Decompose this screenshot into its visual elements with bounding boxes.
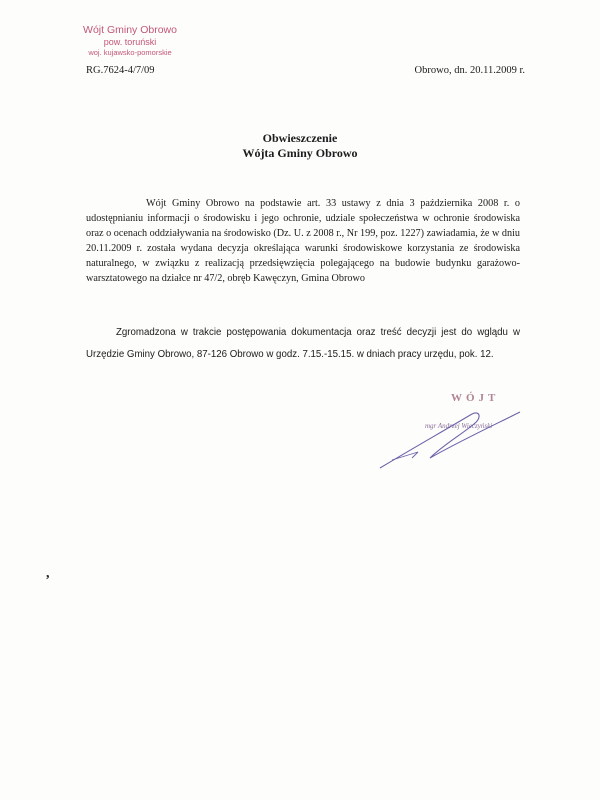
date-line: Obrowo, dn. 20.11.2009 r.: [414, 65, 525, 76]
inspection-paragraph: [86, 322, 520, 366]
handwritten-signature: [370, 398, 530, 478]
stray-ink-mark: ,: [46, 566, 50, 581]
document-title: [0, 131, 600, 161]
announcement-text: Wójt Gminy Obrowo na podstawie art. 33 ustawy z dnia 3 października 2008 r. o udostępnianiu informacji o środowisku i jego ochronie, udziale społeczeństwa w ochronie środowiska oraz o ocenach oddziaływania na środowisko (Dz. U. z 2008 r., Nr 199, poz. 1227) zawiadamia, że w dniu 20.11.2009 r. została wydana decyzja określająca warunki środowiskowe korzystania ze środowiska naturalnego, w związku z realizacją przedsięwzięcia polegającego na budowie budynku garażowo-warsztatowego na działce nr 47/2, obręb Kawęczyn, Gmina Obrowo: [86, 198, 520, 284]
title-line-1: Obwieszczenie: [262, 131, 338, 145]
stamp-line-3: woj. kujawsko-pomorskie: [88, 48, 172, 58]
signature-name: mgr Andrzej Wieczyński: [425, 422, 493, 430]
stamp-line-1: Wójt Gminy Obrowo: [83, 24, 177, 36]
announcement-paragraph: [86, 196, 520, 286]
reference-number: RG.7624-4/7/09: [86, 65, 155, 76]
office-stamp: [70, 24, 190, 58]
inspection-text: Zgromadzona w trakcie postępowania dokumentacja oraz treść decyzji jest do wglądu w Urzędzie Gminy Obrowo, 87-126 Obrowo w godz. 7.15.-15.15. w dniach pracy urzędu, pok. 12.: [86, 327, 520, 360]
signature-title: WÓJT: [451, 392, 500, 404]
stamp-line-2: pow. toruński: [103, 37, 157, 48]
title-line-2: Wójta Gminy Obrowo: [242, 146, 358, 160]
